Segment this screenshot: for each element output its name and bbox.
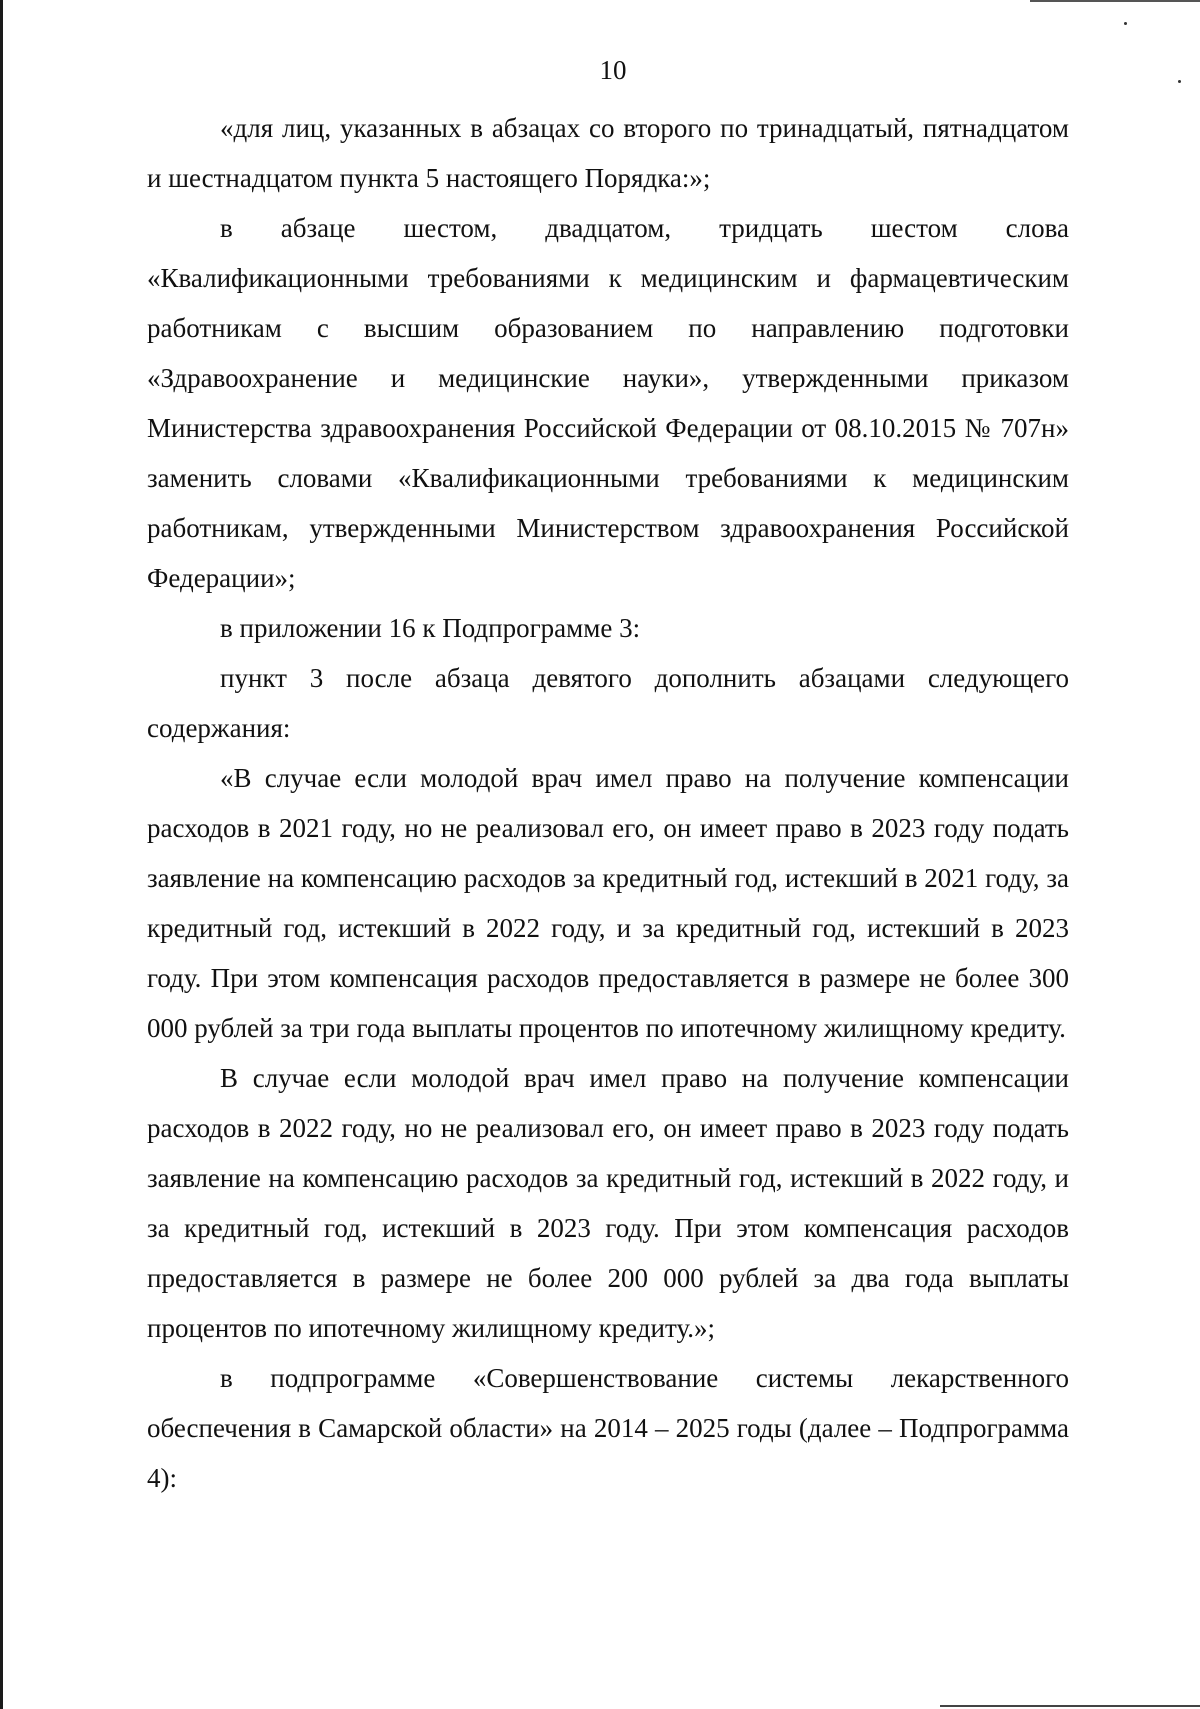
scan-bottom-edge [940, 1705, 1200, 1707]
document-body [147, 103, 1069, 1503]
paragraph-5: «В случае если молодой врач имел право на получение компенсации расходов в 2021 году, но не реализовал его, он имеет право в 2023 году подать заявление на компенсацию расходов за кредитный год, истекший в 2021 году, за кредитный год, истекший в 2022 году, и за кредитный год, истекший в 2023 году. При этом компенсация расходов предоставляется в размере не более 300 000 рублей за три года выплаты процентов по ипотечному жилищному кредиту. [147, 763, 1069, 1043]
paragraph-7: в подпрограмме «Совершенствование системы лекарственного обеспечения в Самарской области» на 2014 – 2025 годы (далее – Подпрограмма 4): [147, 1363, 1069, 1493]
paragraph-3: в приложении 16 к Подпрограмме 3: [220, 613, 641, 643]
page-number: 10 [599, 55, 627, 85]
scan-speck [1124, 22, 1127, 25]
paragraph-6: В случае если молодой врач имел право на получение компенсации расходов в 2022 году, но не реализовал его, он имеет право в 2023 году подать заявление на компенсацию расходов за кредитный год, истекший в 2022 году, и за кредитный год, истекший в 2023 году. При этом компенсация расходов предоставляется в размере не более 200 000 рублей за два года выплаты процентов по ипотечному жилищному кредиту.»; [147, 1063, 1069, 1343]
scan-left-edge [0, 0, 3, 1709]
paragraph-4: пункт 3 после абзаца девятого дополнить абзацами следующего содержания: [147, 663, 1069, 743]
paragraph-2: в абзаце шестом, двадцатом, тридцать шестом слова «Квалификационными требованиями к медицинским и фармацевтическим работникам с высшим образованием по направлению подготовки «Здравоохранение и медицинские науки», утвержденными приказом Министерства здравоохранения Российской Федерации от 08.10.2015 № 707н» заменить словами «Квалификационными требованиями к медицинским работникам, утвержденными Министерством здравоохранения Российской Федерации»; [147, 213, 1069, 593]
scan-top-edge [1030, 0, 1200, 2]
paragraph-1: «для лиц, указанных в абзацах со второго по тринадцатый, пятнадцатом и шестнадцатом пункта 5 настоящего Порядка:»; [147, 113, 1069, 193]
